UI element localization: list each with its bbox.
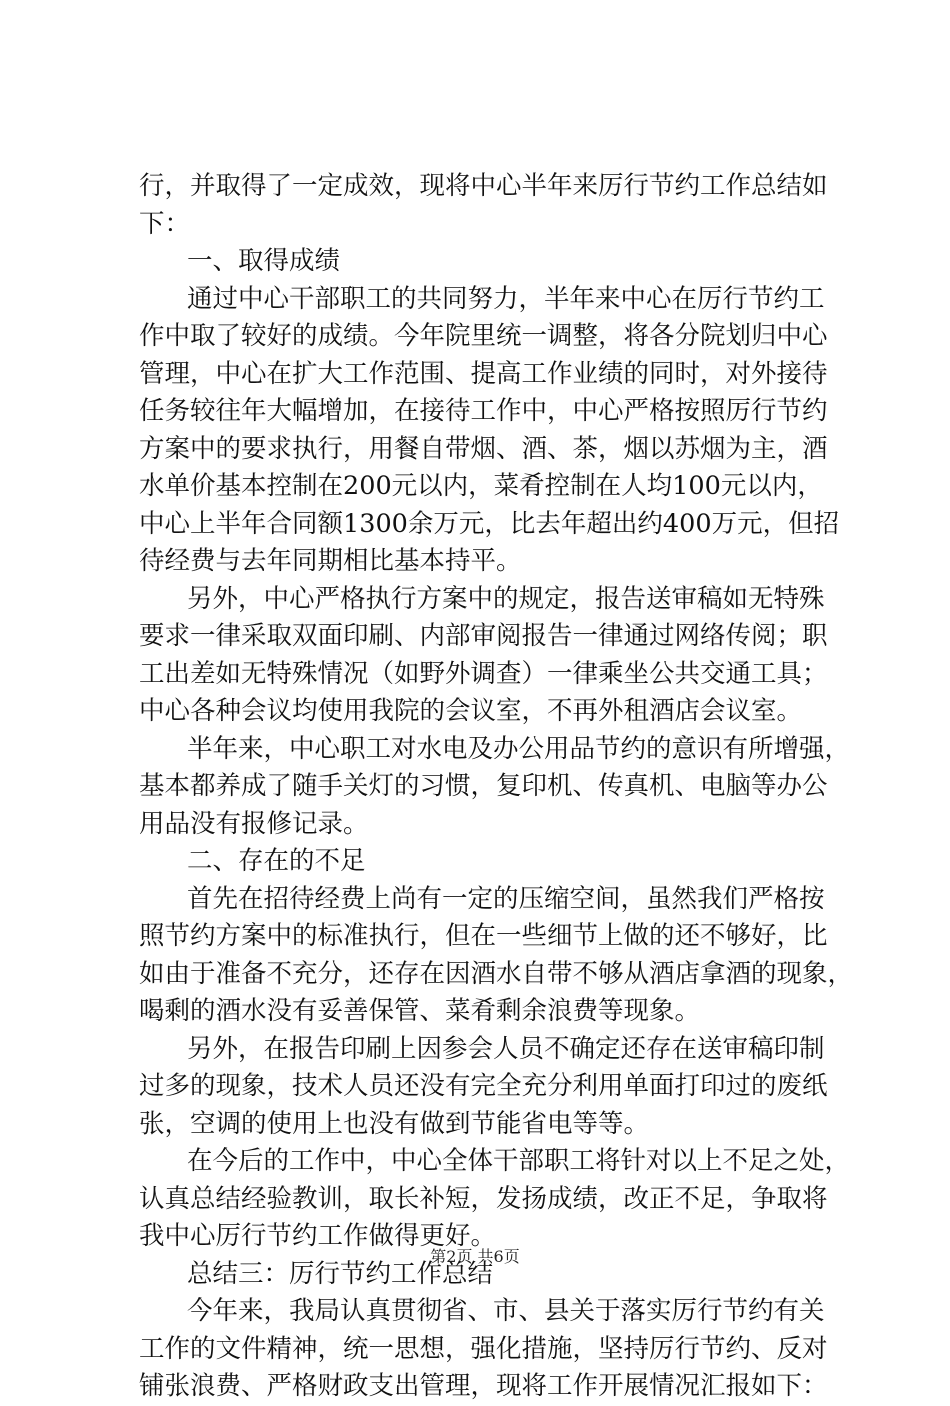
text-line: 如由于准备不充分，还存在因酒水自带不够从酒店拿酒的现象，: [139, 958, 854, 989]
text-line: 用品没有报修记录。: [139, 808, 369, 839]
text-line: 作中取了较好的成绩。今年院里统一调整，将各分院划归中心: [139, 321, 828, 351]
text-line: 照节约方案中的标准执行，但在一些细节上做的还不够好，比: [139, 921, 828, 951]
text-line: 我中心厉行节约工作做得更好。: [139, 1221, 497, 1251]
text-line: 要求一律采取双面印刷、内部审阅报告一律通过网络传阅；职: [139, 621, 828, 651]
text-line: 管理，中心在扩大工作范围、提高工作业绩的同时，对外接待: [139, 358, 828, 389]
text-line: 行，并取得了一定成效，现将中心半年来厉行节约工作总结如: [139, 171, 828, 201]
text-line: 待经费与去年同期相比基本持平。: [139, 546, 522, 576]
text-line: 工作的文件精神，统一思想，强化措施，坚持厉行节约、反对: [139, 1333, 828, 1364]
text-line: 工出差如无特殊情况（如野外调查）一律乘坐公共交通工具；: [139, 658, 828, 689]
text-line: 方案中的要求执行，用餐自带烟、酒、茶，烟以苏烟为主，酒: [139, 433, 828, 464]
page-footer: 第2页 共6页: [430, 1247, 520, 1266]
text-line: 基本都养成了随手关灯的习惯，复印机、传真机、电脑等办公: [139, 771, 828, 801]
text-line: 总结三：厉行节约工作总结: [187, 1258, 494, 1289]
text-line: 张，空调的使用上也没有做到节能省电等等。: [139, 1108, 650, 1139]
text-line: 认真总结经验教训，取长补短，发扬成绩，改正不足，争取将: [139, 1183, 828, 1214]
text-line: 在今后的工作中，中心全体干部职工将针对以上不足之处，: [187, 1146, 851, 1176]
text-line: 另外，中心严格执行方案中的规定，报告送审稿如无特殊: [187, 583, 825, 614]
text-line: 任务较往年大幅增加，在接待工作中，中心严格按照厉行节约: [139, 396, 828, 426]
text-line: 喝剩的酒水没有妥善保管、菜肴剩余浪费等现象。: [139, 996, 701, 1026]
text-line: 一、取得成绩: [187, 246, 341, 276]
text-line: 铺张浪费、严格财政支出管理，现将工作开展情况汇报如下：: [139, 1371, 828, 1401]
text-line: 水单价基本控制在200元以内，菜肴控制在人均100元以内，: [139, 471, 823, 501]
text-line: 下：: [139, 208, 191, 239]
text-line: 今年来，我局认真贯彻省、市、县关于落实厉行节约有关: [187, 1296, 825, 1326]
text-line: 中心各种会议均使用我院的会议室，不再外租酒店会议室。: [139, 696, 803, 726]
text-line: 半年来，中心职工对水电及办公用品节约的意识有所增强，: [187, 733, 851, 764]
text-line: 通过中心干部职工的共同努力，半年来中心在厉行节约工: [187, 283, 825, 314]
text-line: 过多的现象，技术人员还没有完全充分利用单面打印过的废纸: [139, 1071, 828, 1101]
text-line: 另外，在报告印刷上因参会人员不确定还存在送审稿印制: [187, 1033, 825, 1064]
text-line: 二、存在的不足: [187, 846, 366, 876]
text-line: 中心上半年合同额1300余万元，比去年超出约400万元，但招: [139, 508, 840, 539]
document-body: [139, 168, 854, 1406]
text-line: 首先在招待经费上尚有一定的压缩空间，虽然我们严格按: [187, 883, 825, 914]
